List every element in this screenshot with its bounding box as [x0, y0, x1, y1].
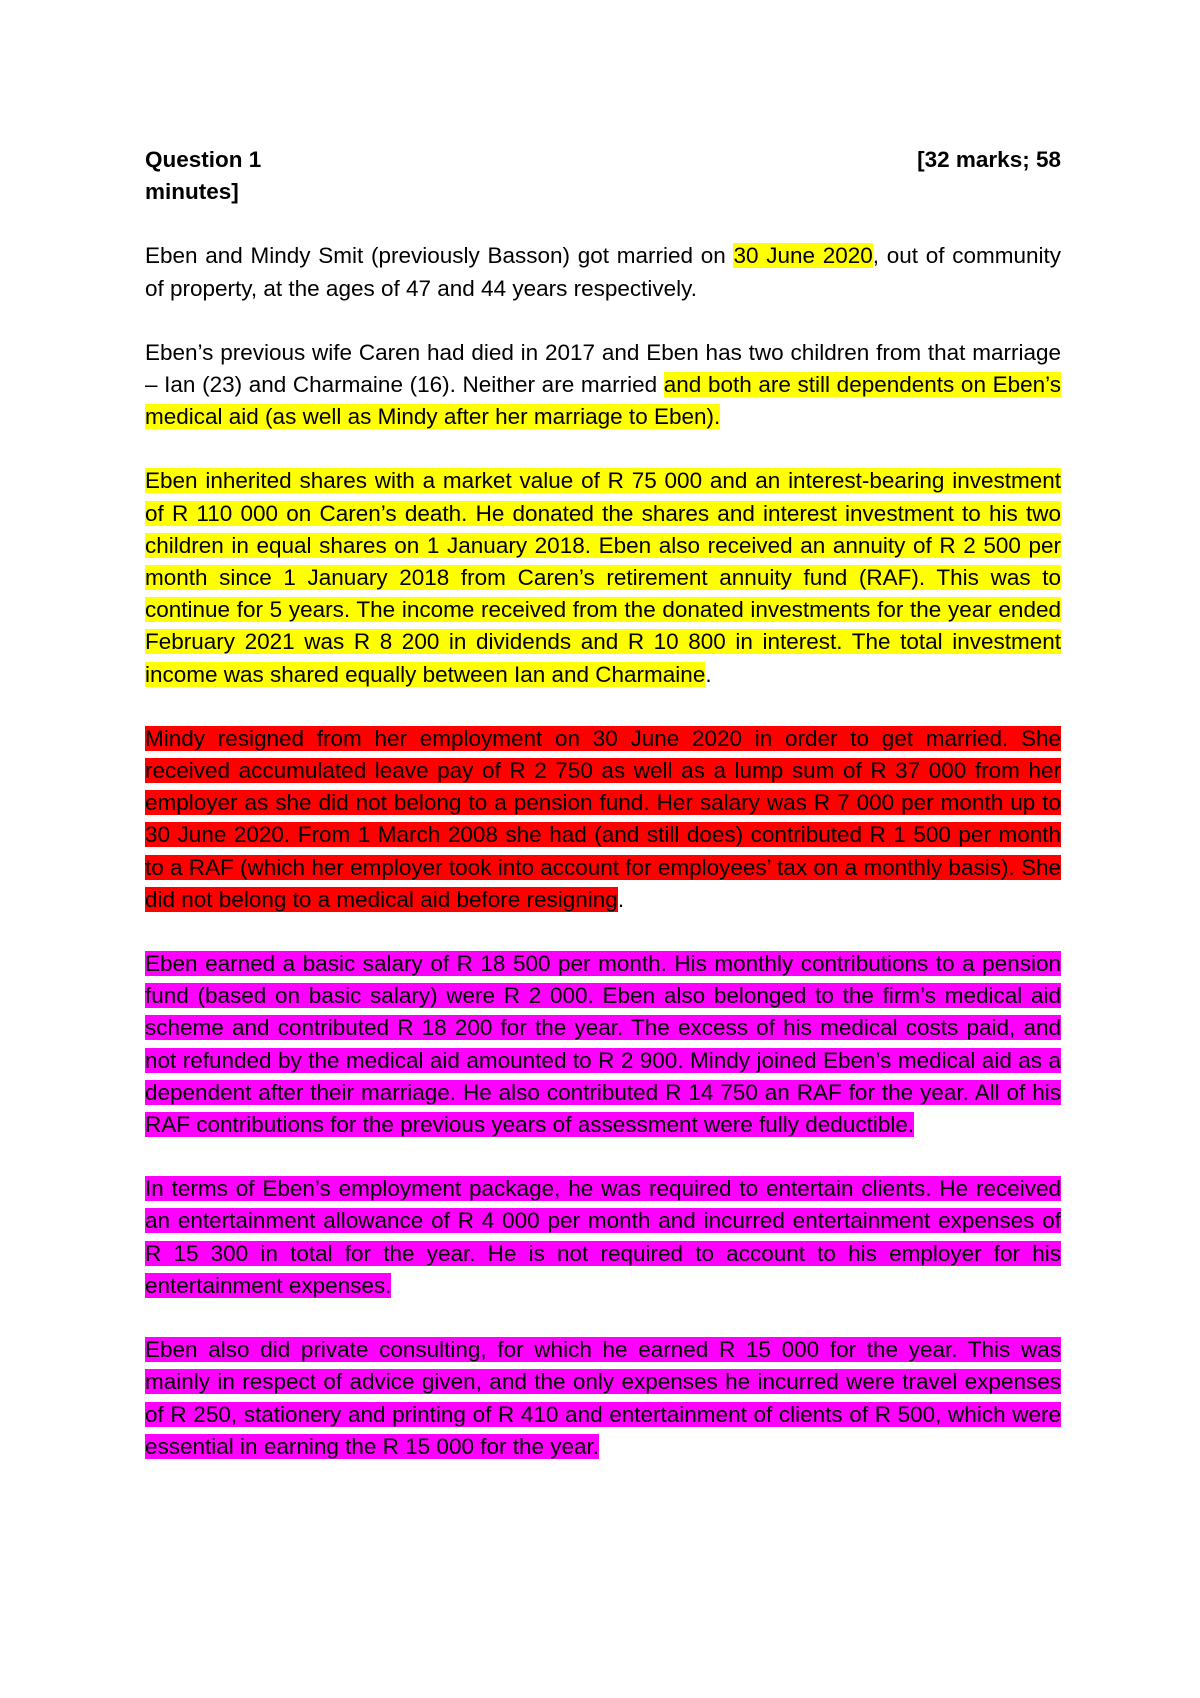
question-duration: minutes] — [145, 179, 239, 205]
paragraph-children — [145, 337, 1061, 434]
paragraph-mindy-employment — [145, 723, 1061, 916]
highlighted-segment: Mindy resigned from her employment on 30 June 2020 in order to get married. She received accumulated leave pay of R 2 750 as well as a lump sum of R 37 000 from her employer as she did not belong to a pension fund. Her salary was R 7 000 per month up to 30 June 2020. From 1 March 2008 she had (and still does) contributed R 1 500 per month to a RAF (which her employer took into account for employees’ tax on a monthly basis). She did not belong to a medical aid before resigning — [145, 725, 1061, 912]
highlighted-segment: Eben inherited shares with a market value of R 75 000 and an interest-bearing investment of R 110 000 on Caren’s death. He donated the shares and interest investment to his two children in equal shares on 1 January 2018. Eben also received an annuity of R 2 500 per month since 1 January 2018 from Caren’s retirement annuity fund (RAF). This was to continue for 5 years. The income received from the donated investments for the year ended February 2021 was R 8 200 in dividends and R 10 800 in interest. The total investment income was shared equally between Ian and Charmaine — [145, 468, 1061, 687]
paragraph-marriage — [145, 240, 1061, 304]
paragraph-eben-salary — [145, 948, 1061, 1141]
highlighted-segment: 30 June 2020 — [733, 243, 873, 269]
text-segment: Eben’s previous wife Caren had died in 2017 and Eben has two children from that marriage – Ian (23) and Charmaine (16). Neither are married — [145, 339, 1061, 398]
paragraph-consulting — [145, 1334, 1061, 1463]
text-segment: . — [705, 661, 712, 687]
question-marks: [32 marks; 58 — [917, 147, 1061, 172]
highlighted-segment: and both are still dependents on Eben’s medical aid (as well as Mindy after her marriage to Eben). — [145, 372, 1061, 430]
question-title: Question 1 — [145, 147, 262, 172]
text-segment: Eben and Mindy Smit (previously Basson) got married on — [145, 243, 734, 269]
paragraph-entertainment — [145, 1173, 1061, 1302]
text-segment: , out of community of property, at the ages of 47 and 44 years respectively. — [145, 243, 1062, 301]
highlighted-segment: In terms of Eben’s employment package, he was required to entertain clients. He received an entertainment allowance of R 4 000 per month and incurred entertainment expenses of R 15 300 in total for the year. He is not required to account to his employer for his entertainment expenses. — [145, 1176, 1061, 1298]
question-heading — [145, 144, 1061, 176]
question-content — [145, 144, 1061, 1495]
highlighted-segment: Eben also did private consulting, for which he earned R 15 000 for the year. This was mainly in respect of advice given, and the only expenses he incurred were travel expenses of R 250, stationery and printing of R 410 and entertainment of clients of R 500, which were essential in earning the R 15 000 for the year. — [145, 1337, 1061, 1459]
highlighted-segment: Eben earned a basic salary of R 18 500 per month. His monthly contributions to a pension fund (based on basic salary) were R 2 000. Eben also belonged to the firm’s medical aid scheme and contributed R 18 200 for the year. The excess of his medical costs paid, and not refunded by the medical aid amounted to R 2 900. Mindy joined Eben’s medical aid as a dependent after their marriage. He also contributed R 14 750 an RAF for the year. All of his RAF contributions for the previous years of assessment were fully deductible. — [145, 951, 1061, 1138]
paragraph-inheritance — [145, 465, 1061, 690]
text-segment: . — [617, 886, 625, 912]
